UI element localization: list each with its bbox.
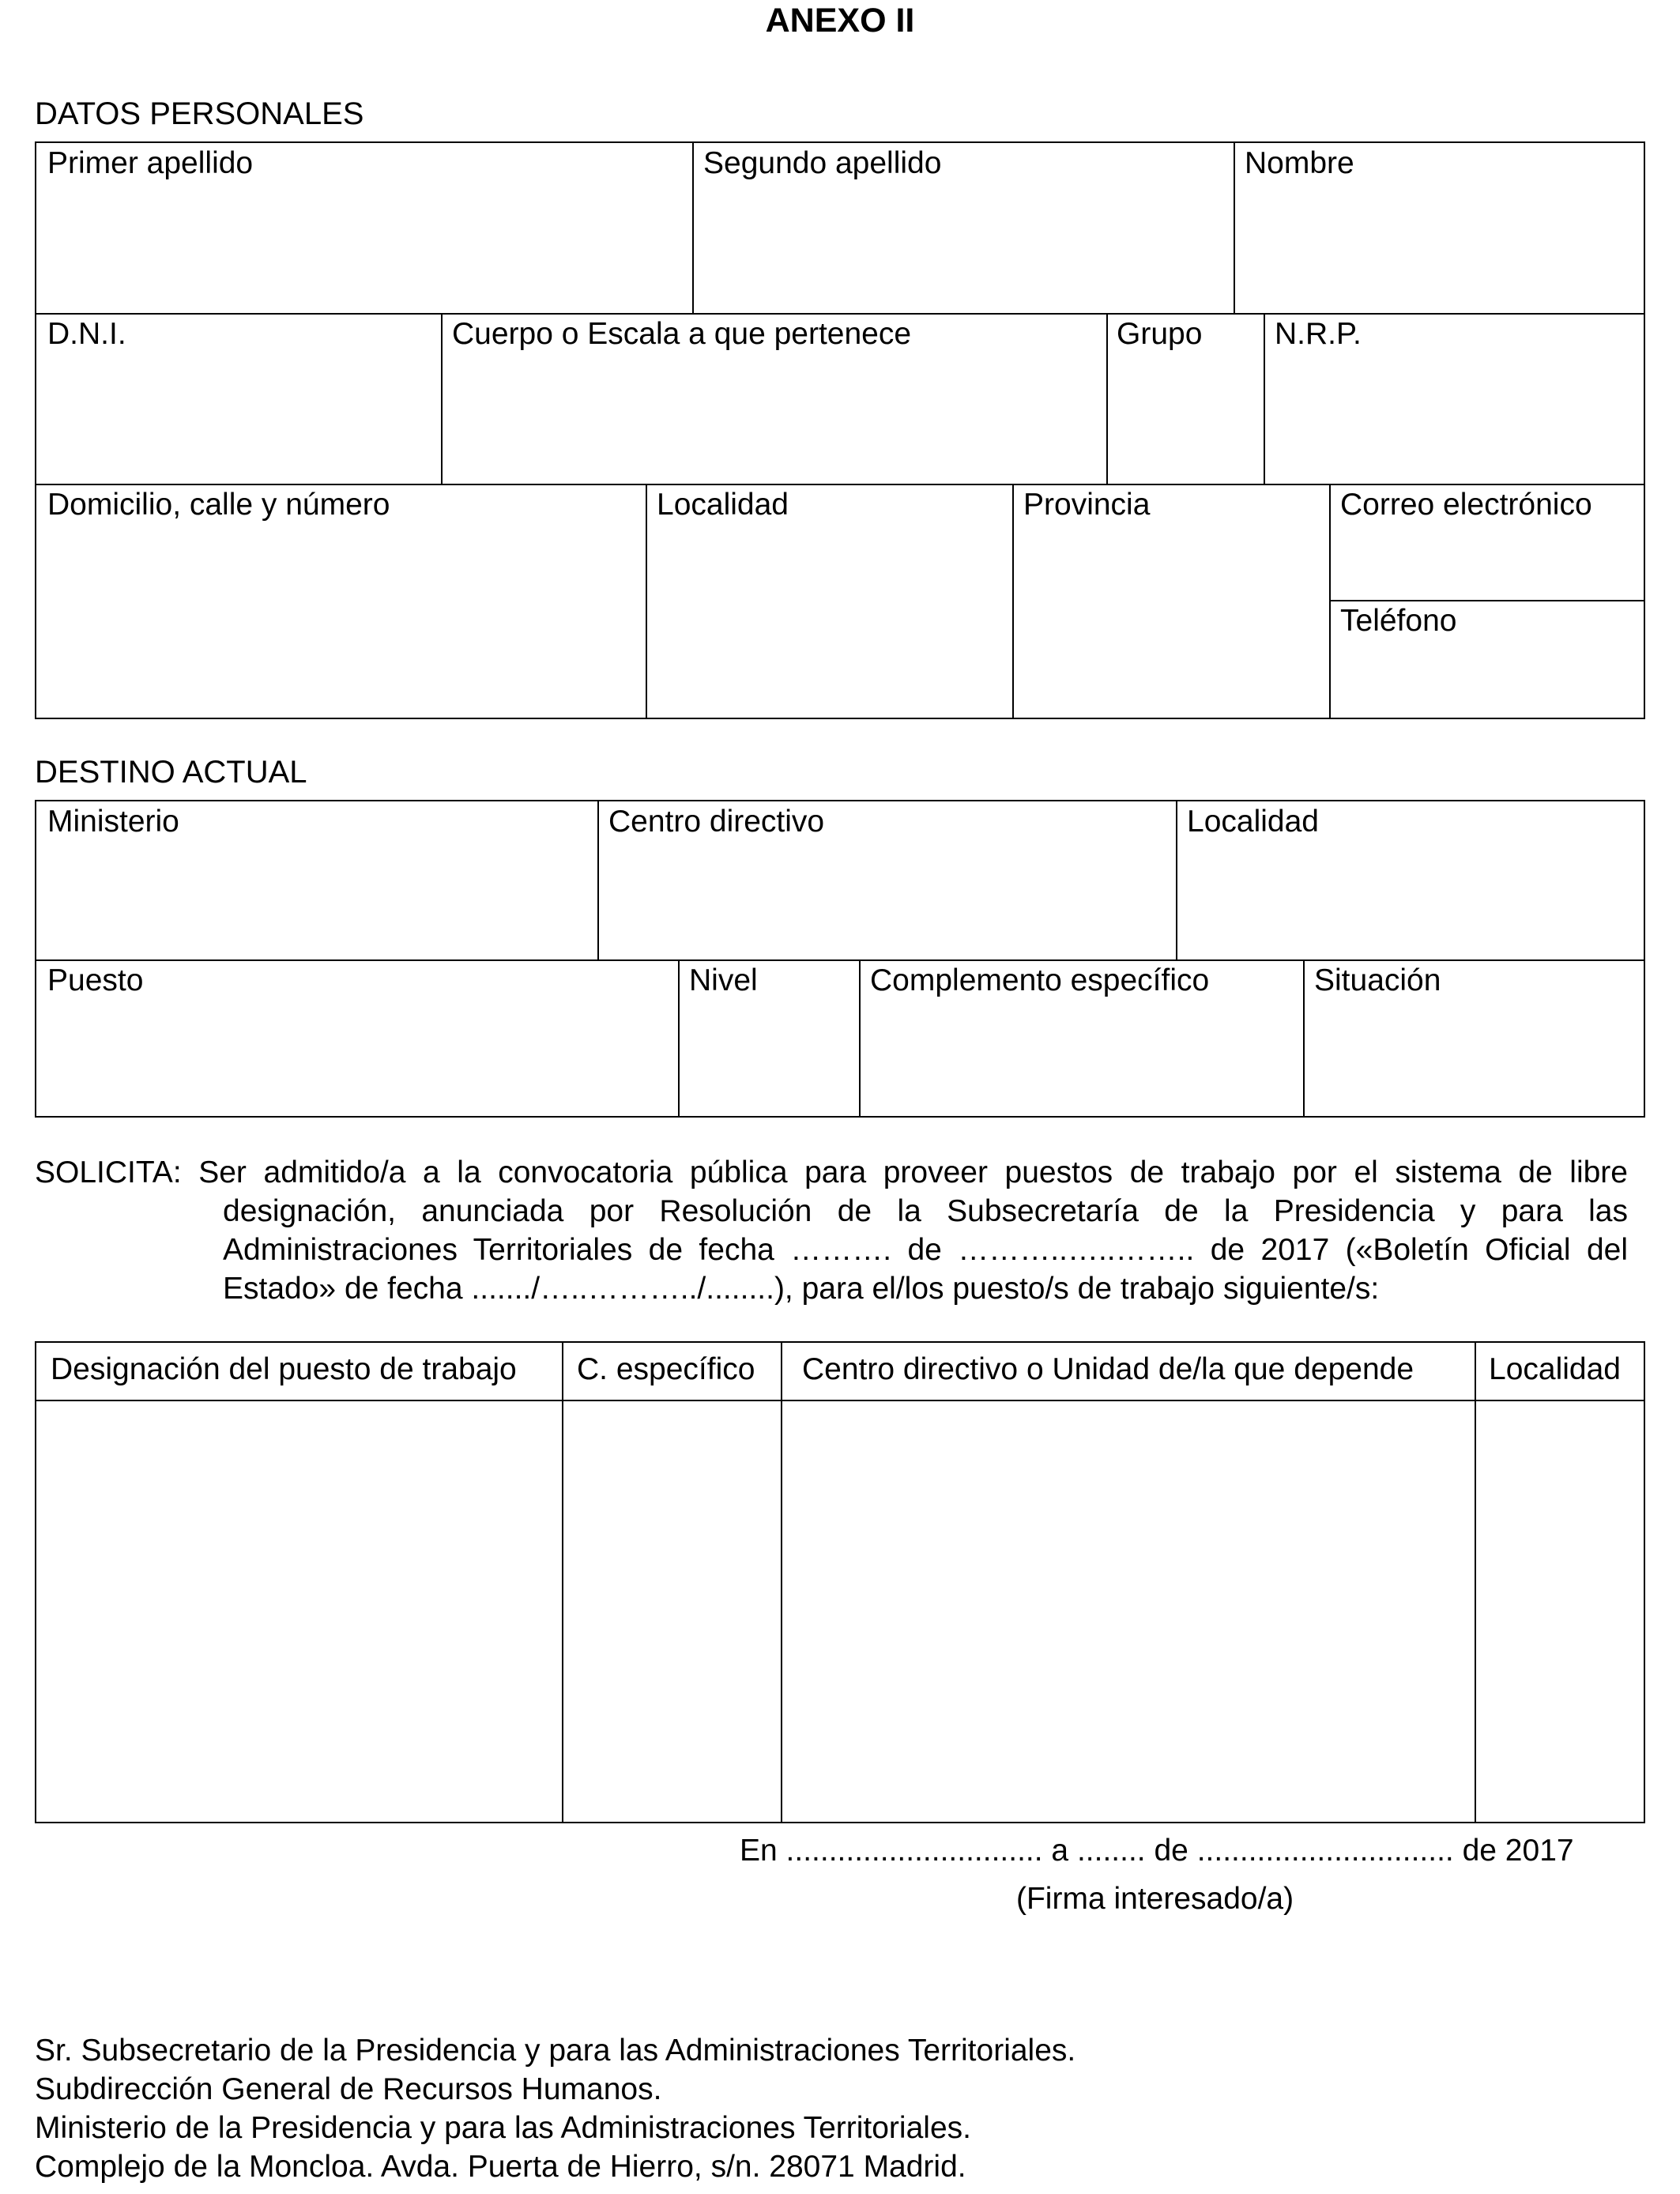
col-divider	[1106, 313, 1108, 484]
field-provincia[interactable]: Provincia	[1023, 488, 1151, 522]
section-heading-datos-personales: DATOS PERSONALES	[35, 96, 364, 131]
row-divider	[36, 484, 1644, 485]
col-divider	[1234, 143, 1235, 313]
row-divider	[1329, 600, 1644, 601]
field-puesto[interactable]: Puesto	[47, 963, 144, 997]
table-header-centro-directivo: Centro directivo o Unidad de/la que depende	[802, 1352, 1414, 1386]
col-divider	[1303, 959, 1305, 1116]
firma-label: (Firma interesado/a)	[1016, 1882, 1294, 1916]
solicita-line-3: Administraciones Territoriales de fecha ………. de ………..…..…….. de 2017 («Boletín Oficial del	[223, 1233, 1628, 1267]
field-localidad-destino[interactable]: Localidad	[1187, 805, 1319, 839]
datos-personales-form	[35, 141, 1645, 719]
field-nombre[interactable]: Nombre	[1245, 146, 1354, 180]
field-complemento-especifico[interactable]: Complemento específico	[870, 963, 1210, 997]
footer-line-1: Sr. Subsecretario de la Presidencia y para las Administraciones Territoriales.	[35, 2034, 1076, 2068]
footer-line-3: Ministerio de la Presidencia y para las Administraciones Territoriales.	[35, 2111, 971, 2145]
col-divider	[1176, 801, 1177, 959]
table-header-designacion: Designación del puesto de trabajo	[51, 1352, 517, 1386]
field-correo-electronico[interactable]: Correo electrónico	[1340, 488, 1592, 522]
table-header-c-especifico: C. específico	[577, 1352, 755, 1386]
input-c-especifico[interactable]	[563, 1401, 779, 1820]
input-designacion[interactable]	[38, 1401, 560, 1820]
field-localidad[interactable]: Localidad	[657, 488, 789, 522]
field-segundo-apellido[interactable]: Segundo apellido	[703, 146, 942, 180]
field-dni[interactable]: D.N.I.	[47, 317, 126, 351]
field-primer-apellido[interactable]: Primer apellido	[47, 146, 254, 180]
input-localidad[interactable]	[1476, 1401, 1642, 1820]
field-nivel[interactable]: Nivel	[689, 963, 758, 997]
puestos-table	[35, 1341, 1645, 1823]
field-domicilio[interactable]: Domicilio, calle y número	[47, 488, 390, 522]
col-divider	[678, 959, 680, 1116]
col-divider	[859, 959, 861, 1116]
field-telefono[interactable]: Teléfono	[1340, 604, 1457, 638]
field-nrp[interactable]: N.R.P.	[1275, 317, 1362, 351]
field-ministerio[interactable]: Ministerio	[47, 805, 179, 839]
col-divider	[1264, 313, 1265, 484]
col-divider	[441, 313, 443, 484]
section-heading-destino-actual: DESTINO ACTUAL	[35, 755, 307, 790]
solicita-line-1: SOLICITA: Ser admitido/a a la convocatoria pública para proveer puestos de trabajo por el sistema de libre	[35, 1155, 1628, 1189]
col-divider	[1329, 484, 1331, 718]
solicita-paragraph	[35, 1153, 1647, 1311]
col-divider	[646, 484, 647, 718]
solicita-line-2: designación, anunciada por Resolución de la Subsecretaría de la Presidencia y para las	[223, 1194, 1628, 1228]
row-divider	[36, 313, 1644, 315]
col-divider	[597, 801, 599, 959]
solicita-line-4: Estado» de fecha ......./…..………../........), para el/los puesto/s de trabajo siguiente/s:	[223, 1272, 1380, 1306]
field-situacion[interactable]: Situación	[1314, 963, 1441, 997]
destino-actual-form	[35, 800, 1645, 1118]
field-centro-directivo[interactable]: Centro directivo	[608, 805, 825, 839]
table-header-localidad: Localidad	[1489, 1352, 1621, 1386]
col-divider	[692, 143, 694, 313]
field-grupo[interactable]: Grupo	[1117, 317, 1203, 351]
col-divider	[1012, 484, 1014, 718]
fecha-line: En .............................. a ........ de .............................. de 2017	[740, 1834, 1574, 1868]
field-cuerpo-escala[interactable]: Cuerpo o Escala a que pertenece	[452, 317, 912, 351]
row-divider	[36, 959, 1644, 961]
footer-line-2: Subdirección General de Recursos Humanos.	[35, 2072, 662, 2106]
page-title: ANEXO II	[765, 2, 915, 40]
footer-line-4: Complejo de la Moncloa. Avda. Puerta de Hierro, s/n. 28071 Madrid.	[35, 2150, 966, 2184]
input-centro-directivo[interactable]	[782, 1401, 1473, 1820]
